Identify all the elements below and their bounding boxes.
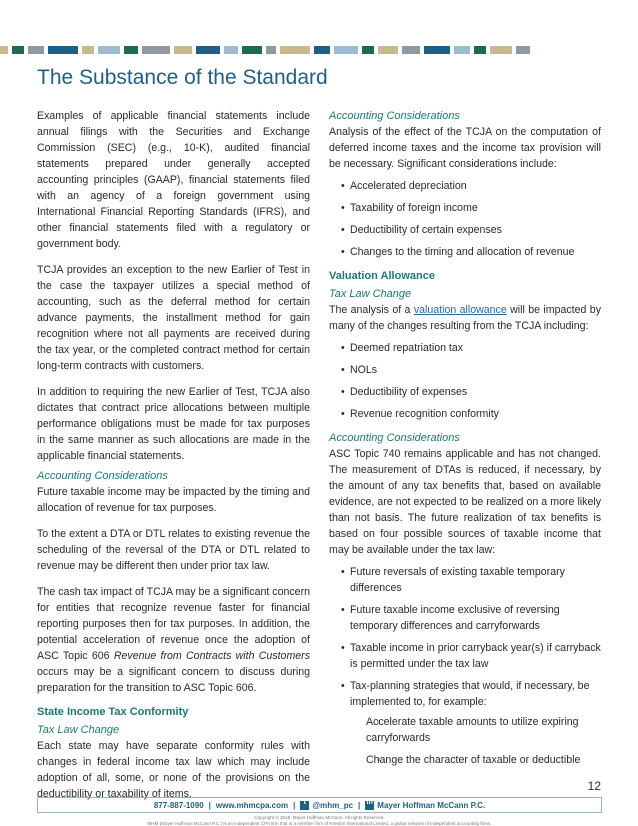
- footer-linkedin-link[interactable]: Mayer Hoffman McCann P.C.: [377, 800, 486, 810]
- sub-bullet-list: [350, 714, 601, 768]
- right-column: [329, 108, 601, 776]
- footer-separator: |: [208, 800, 211, 810]
- stripe-block: [242, 46, 262, 54]
- list-item: • NOLs: [329, 362, 601, 378]
- list-item: • Deductibility of expenses: [329, 384, 601, 400]
- list-item: • Future taxable income exclusive of reversing temporary differences and carryforwards: [329, 602, 601, 634]
- footer-contact-bar: [37, 797, 602, 813]
- stripe-block: [12, 46, 24, 54]
- list-item: • Taxability of foreign income: [329, 200, 601, 216]
- paragraph: In addition to requiring the new Earlier of Test, TCJA also dictates that contract price allocations between multiple performance obligations must be made for tax purposes in the same manner as such allocations are made in the applicable financial statements.: [37, 386, 310, 462]
- linkedin-icon[interactable]: in: [365, 801, 374, 810]
- list-item: • Accelerated depreciation: [329, 178, 601, 194]
- stripe-block: [334, 46, 358, 54]
- paragraph: Examples of applicable financial statements include annual filings with the Securities and Exchange Commission (SEC) (e.g., 10-K), audited financial statements prepared under generally accepted accounting principles (GAAP), financial statements filed with an agency of a foreign government using International Financial Reporting Standards (IFRS), and other financial statements filed with a regulatory or government body.: [37, 110, 310, 250]
- sub-list-item: ◦ Change the character of taxable or deductible: [350, 752, 601, 768]
- stripe-block: [196, 46, 220, 54]
- stripe-block: [516, 46, 530, 54]
- list-item: • Changes to the timing and allocation of revenue: [329, 244, 601, 260]
- paragraph: Analysis of the effect of the TCJA on the computation of deferred income taxes and the income tax provision will be necessary. Significant considerations include:: [329, 126, 601, 170]
- stripe-block: [48, 46, 78, 54]
- stripe-block: [224, 46, 238, 54]
- section-subheading: Accounting Considerations: [329, 110, 460, 122]
- section-subheading: Tax Law Change: [329, 288, 412, 300]
- valuation-allowance-link[interactable]: valuation allowance: [413, 304, 507, 316]
- page-number: 12: [587, 779, 601, 793]
- list-item: • Revenue recognition conformity: [329, 406, 601, 422]
- list-item: • Deemed repatriation tax: [329, 340, 601, 356]
- section-heading: State Income Tax Conformity: [37, 706, 189, 718]
- section-heading: Valuation Allowance: [329, 270, 435, 282]
- footer-twitter-link[interactable]: @mhm_pc: [312, 800, 354, 810]
- section-subheading: Tax Law Change: [37, 724, 120, 736]
- stripe-block: [424, 46, 450, 54]
- stripe-block: [124, 46, 138, 54]
- list-item: • Taxable income in prior carryback year(s) if carryback is permitted under the tax law: [329, 640, 601, 672]
- bullet-list: [329, 178, 601, 260]
- stripe-block: [314, 46, 330, 54]
- section-subheading: Accounting Considerations: [329, 432, 460, 444]
- footer-phone[interactable]: 877-887-1090: [153, 800, 204, 810]
- stripe-block: [28, 46, 44, 54]
- paragraph-text: occurs may be a significant concern to discuss during preparation for the transition to ASC Topic 606.: [37, 666, 310, 694]
- stripe-block: [490, 46, 512, 54]
- sub-list-item: ◦ Accelerate taxable amounts to utilize expiring carryforwards: [350, 714, 601, 746]
- stripe-block: [402, 46, 420, 54]
- paragraph: [37, 584, 310, 696]
- list-item: • Deductibility of certain expenses: [329, 222, 601, 238]
- paragraph-text: The analysis of a: [329, 304, 414, 316]
- stripe-block: [98, 46, 120, 54]
- bullet-list: [329, 564, 601, 768]
- bullet-list: [329, 340, 601, 422]
- left-column: [37, 108, 310, 812]
- copyright-line: MHM (Mayer Hoffman McCann P.C.) is an independent CPA firm that is a member firm of Kreston International Limited, a global network of independent accounting firms.: [147, 821, 492, 826]
- paragraph: To the extent a DTA or DTL relates to existing revenue the scheduling of the reversal of the DTA or DTL related to revenue may be different then under prior tax law.: [37, 528, 310, 572]
- stripe-block: [82, 46, 94, 54]
- list-item: [329, 678, 601, 768]
- stripe-block: [142, 46, 170, 54]
- stripe-block: [280, 46, 310, 54]
- paragraph: Each state may have separate conformity rules with changes in federal income tax law which may include adoption of all, some, or none of the provisions on the deductibility or taxability of items.: [37, 740, 310, 800]
- footer-website-link[interactable]: www.mhmcpa.com: [215, 800, 289, 810]
- twitter-icon[interactable]: t: [300, 801, 309, 810]
- stripe-block: [474, 46, 486, 54]
- footer-separator: |: [293, 800, 296, 810]
- emphasis-text: Revenue from Contracts with Customers: [113, 650, 310, 662]
- copyright-line: Copyright © 2018. Mayer Hoffman McCann. All rights Reserved.: [254, 815, 385, 820]
- page-title: The Substance of the Standard: [37, 66, 328, 89]
- list-item: • Future reversals of existing taxable temporary differences: [329, 564, 601, 596]
- stripe-block: [362, 46, 374, 54]
- section-subheading: Accounting Considerations: [37, 470, 168, 482]
- paragraph-text: will be impacted by many of the changes resulting from the TCJA including:: [329, 304, 601, 332]
- footer-separator: |: [358, 800, 361, 810]
- stripe-block: [266, 46, 276, 54]
- paragraph: [329, 302, 601, 334]
- paragraph: TCJA provides an exception to the new Earlier of Test in the case the taxpayer utilizes a special method of accounting, such as the deferral method for certain advance payments, the installment method for gain recognition where not all payments are received during the tax year, or the completed contract method for certain long-term contracts with customers.: [37, 264, 310, 372]
- list-item-text: Tax-planning strategies that would, if necessary, be implemented to, for example:: [350, 680, 590, 708]
- copyright-notice: [37, 815, 602, 826]
- stripe-block: [174, 46, 192, 54]
- stripe-block: [454, 46, 470, 54]
- stripe-block: [0, 46, 8, 54]
- stripe-block: [378, 46, 398, 54]
- paragraph-text: The cash tax impact of TCJA may be a significant concern for entities that recognize revenue faster for financial reporting purposes then for tax purposes. In addition, the potential acceleration of revenue once the adoption of ASC Topic 606: [37, 586, 310, 662]
- paragraph: Future taxable income may be impacted by the timing and allocation of revenue for tax purposes.: [37, 486, 310, 514]
- paragraph: ASC Topic 740 remains applicable and has not changed. The measurement of DTAs is reduced, if necessary, by the amount of any tax benefits that, based on available evidence, are not expected to be realized on a more likely than not basis. The future realization of tax benefits is based on four possible sources of taxable income that may be available under the tax law:: [329, 448, 601, 556]
- decorative-color-stripe: [0, 46, 638, 54]
